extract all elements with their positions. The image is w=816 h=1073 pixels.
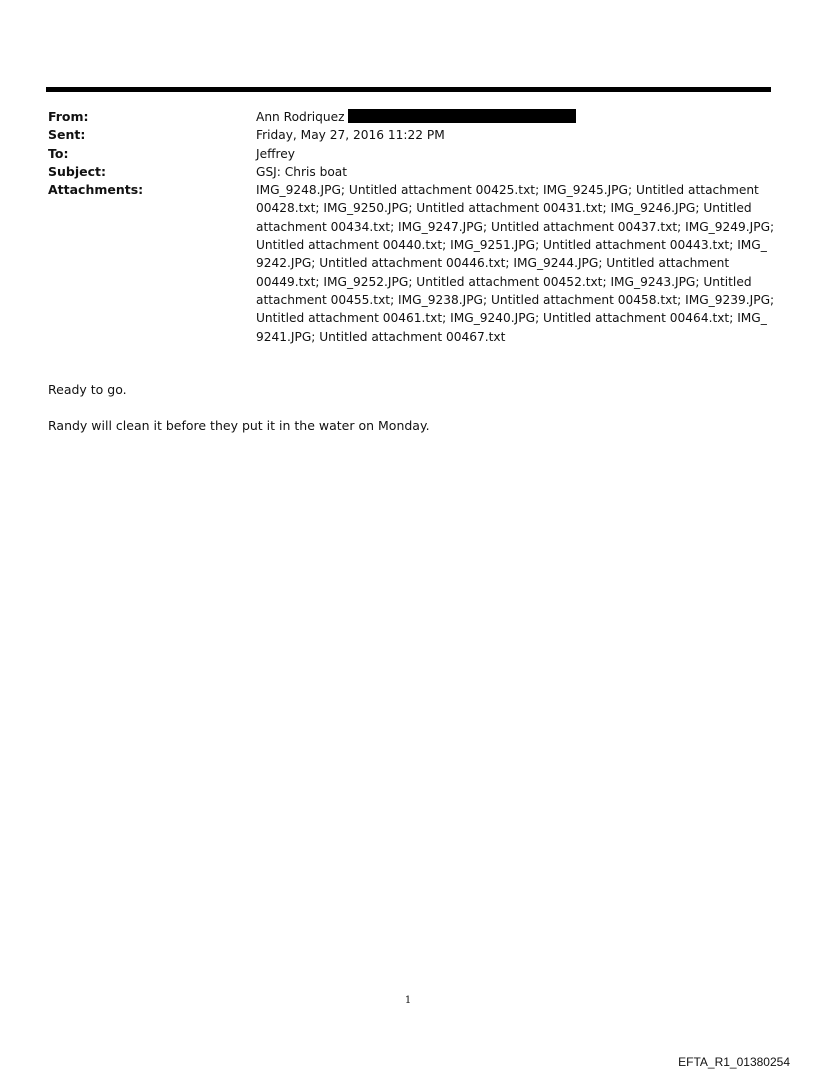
attachments-line: attachment 00434.txt; IMG_9247.JPG; Untitled attachment 00437.txt; IMG_9249.JPG;: [256, 219, 775, 234]
sent-row: [48, 126, 768, 144]
attachments-line: Untitled attachment 00461.txt; IMG_9240.JPG; Untitled attachment 00464.txt; IMG_: [256, 311, 767, 326]
attachments-line: Untitled attachment 00440.txt; IMG_9251.JPG; Untitled attachment 00443.txt; IMG_: [256, 238, 767, 253]
attachments-line: 00428.txt; IMG_9250.JPG; Untitled attachment 00431.txt; IMG_9246.JPG; Untitled: [256, 201, 752, 216]
subject-row: [48, 163, 768, 181]
attachments-line: attachment 00455.txt; IMG_9238.JPG; Untitled attachment 00458.txt; IMG_9239.JPG;: [256, 292, 775, 307]
subject-label: Subject:: [48, 163, 106, 179]
from-label: From:: [48, 109, 89, 124]
email-header: [48, 108, 775, 346]
to-label: To:: [48, 145, 69, 161]
attachments-list: [256, 181, 775, 346]
to-value: Jeffrey: [256, 146, 295, 161]
to-row: [48, 145, 768, 163]
from-value: [256, 108, 768, 126]
attachments-line: IMG_9248.JPG; Untitled attachment 00425.txt; IMG_9245.JPG; Untitled attachment: [256, 183, 759, 198]
attachments-line: 9242.JPG; Untitled attachment 00446.txt; IMG_9244.JPG; Untitled attachment: [256, 256, 730, 271]
sender-name: Ann Rodriquez: [256, 110, 345, 124]
document-id: EFTA_R1_01380254: [678, 1055, 790, 1069]
attachments-label: Attachments:: [48, 182, 144, 198]
attachments-line: 00449.txt; IMG_9252.JPG; Untitled attachment 00452.txt; IMG_9243.JPG; Untitled: [256, 274, 752, 289]
redaction-bar: [348, 109, 576, 123]
attachments-line: 9241.JPG; Untitled attachment 00467.txt: [256, 329, 506, 344]
subject-value: GSJ: Chris boat: [256, 164, 348, 179]
body-line: Randy will clean it before they put it in the water on Monday.: [48, 418, 430, 433]
sent-value: Friday, May 27, 2016 11:22 PM: [256, 128, 445, 143]
email-body: [48, 381, 430, 435]
attachments-row: [48, 181, 775, 346]
sent-label: Sent:: [48, 127, 86, 143]
header-divider: [46, 87, 771, 92]
page-number: 1: [404, 995, 412, 1006]
body-line: Ready to go.: [48, 382, 127, 397]
from-row: [48, 108, 768, 126]
